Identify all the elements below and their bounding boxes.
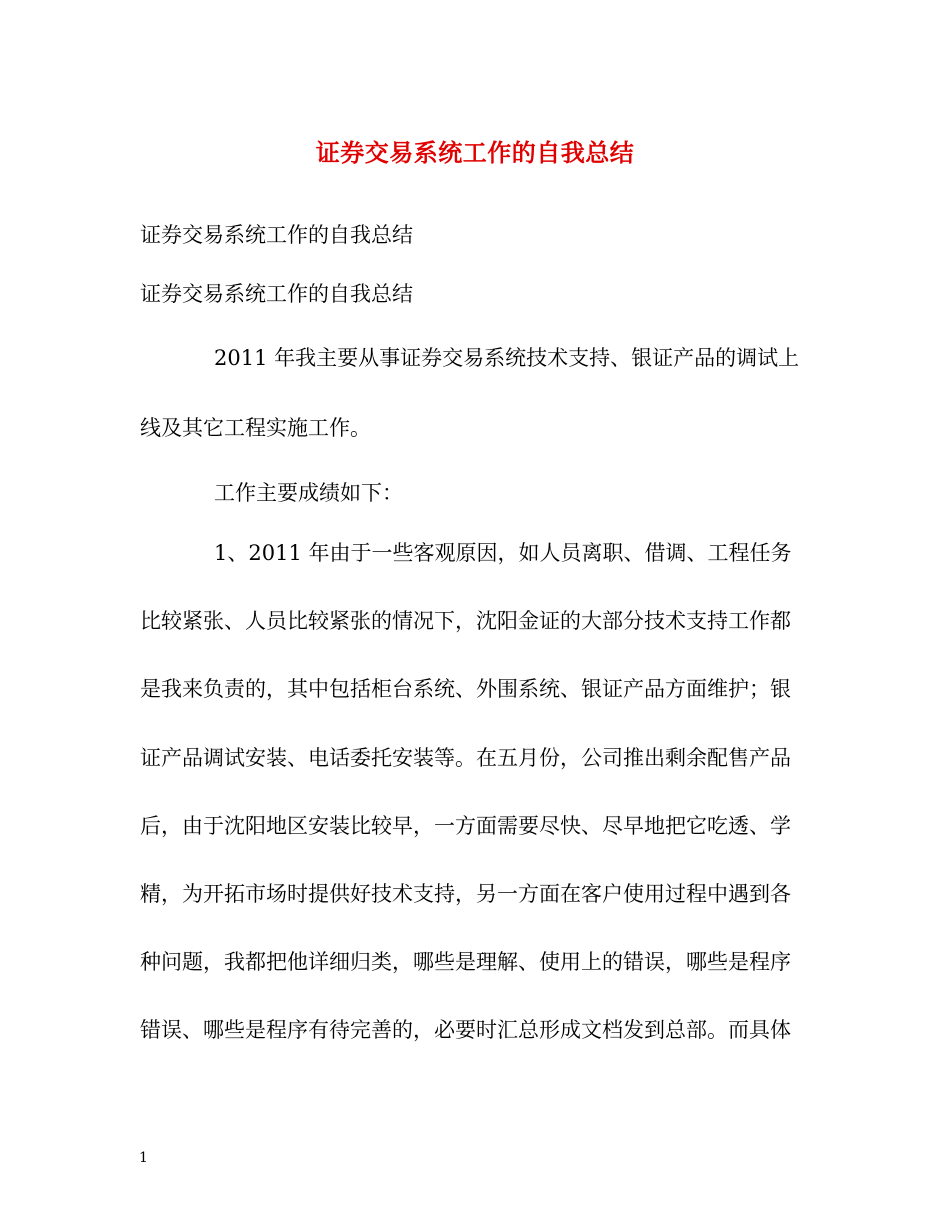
body-line: 线及其它工程实施工作。 (140, 416, 371, 440)
body-line: 比较紧张、人员比较紧张的情况下，沈阳金证的大部分技术支持工作都 (140, 609, 791, 633)
document-title: 证券交易系统工作的自我总结 (315, 138, 635, 167)
subtitle-line-2: 证券交易系统工作的自我总结 (140, 282, 413, 306)
body-line: 是我来负责的，其中包括柜台系统、外围系统、银证产品方面维护；银 (140, 677, 791, 701)
body-line: 1、2011 年由于一些客观原因，如人员离职、借调、工程任务 (214, 541, 792, 565)
body-line: 2011 年我主要从事证券交易系统技术支持、银证产品的调试上 (214, 346, 800, 370)
page-number: 1 (139, 1150, 148, 1166)
body-line: 工作主要成绩如下： (214, 481, 403, 505)
body-line: 后，由于沈阳地区安装比较早，一方面需要尽快、尽早地把它吃透、学 (140, 814, 791, 838)
subtitle-line-1: 证券交易系统工作的自我总结 (140, 223, 413, 247)
body-line: 错误、哪些是程序有待完善的，必要时汇总形成文档发到总部。而具体 (140, 1018, 791, 1042)
body-line: 种问题，我都把他详细归类，哪些是理解、使用上的错误，哪些是程序 (140, 950, 791, 974)
body-line: 精，为开拓市场时提供好技术支持，另一方面在客户使用过程中遇到各 (140, 882, 791, 906)
body-line: 证产品调试安装、电话委托安装等。在五月份，公司推出剩余配售产品 (140, 746, 791, 770)
